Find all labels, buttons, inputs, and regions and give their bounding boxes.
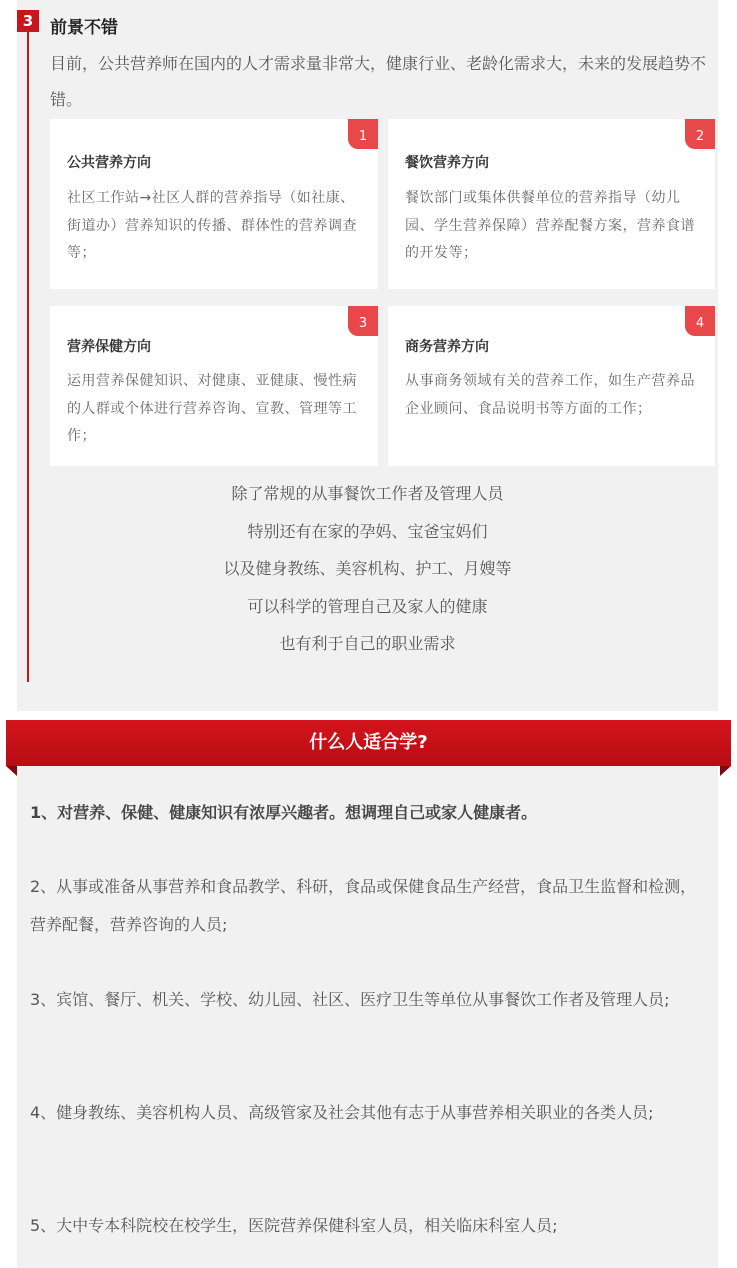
- card-number-badge: 2: [685, 119, 715, 149]
- summary-line: 除了常规的从事餐饮工作者及管理人员: [231, 484, 504, 503]
- summary-line: 特别还有在家的孕妈、宝爸宝妈们: [247, 521, 488, 541]
- audience-item: 2、从事或准备从事营养和食品教学、科研，食品或保健食品生产经营，食品卫生监督和检测，营养配餐，营养咨询的人员;: [30, 877, 697, 934]
- audience-banner: 什么人适合学?: [6, 720, 731, 766]
- section-intro: 目前，公共营养师在国内的人才需求量非常大，健康行业、老龄化需求大，未来的发展趋势不错。: [50, 54, 707, 109]
- audience-item: 3、宾馆、餐厅、机关、学校、幼儿园、社区、医疗卫生等单位从事餐饮工作者及管理人员;: [30, 990, 670, 1009]
- card-number-badge: 1: [348, 119, 378, 149]
- direction-card-3: [50, 306, 378, 466]
- audience-item: 1、对营养、保健、健康知识有浓厚兴趣者。想调理自己或家人健康者。: [30, 803, 538, 822]
- summary-line: 可以科学的管理自己及家人的健康: [247, 596, 488, 616]
- direction-card-2: [388, 119, 715, 289]
- card-description: 从事商务领域有关的营养工作，如生产营养品企业顾问、食品说明书等方面的工作；: [405, 373, 695, 417]
- card-title: 公共营养方向: [67, 155, 151, 171]
- audience-item: 4、健身教练、美容机构人员、高级管家及社会其他有志于从事营养相关职业的各类人员;: [30, 1103, 654, 1122]
- banner-fold-left: [6, 766, 17, 776]
- summary-line: 以及健身教练、美容机构、护工、月嫂等: [223, 559, 512, 578]
- card-description: 运用营养保健知识、对健康、亚健康、慢性病的人群或个体进行营养咨询、宣教、管理等工作；: [67, 373, 357, 444]
- card-title: 商务营养方向: [405, 339, 489, 355]
- banner-fold-right: [720, 766, 731, 776]
- section-number-badge: 3: [17, 10, 39, 32]
- card-title: 餐饮营养方向: [405, 155, 489, 171]
- direction-card-1: [50, 119, 378, 289]
- section-title: 前景不错: [50, 18, 118, 38]
- card-description: 餐饮部门或集体供餐单位的营养指导（幼儿园、学生营养保障）营养配餐方案，营养食谱的开发等；: [405, 190, 695, 261]
- card-number-badge: 4: [685, 306, 715, 336]
- card-description: 社区工作站→社区人群的营养指导（如社康、街道办）营养知识的传播、群体性的营养调查等；: [67, 190, 357, 261]
- card-number-badge: 3: [348, 306, 378, 336]
- direction-card-4: [388, 306, 715, 466]
- summary-lines: [17, 480, 718, 668]
- summary-line: 也有利于自己的职业需求: [279, 634, 456, 653]
- audience-item: 5、大中专本科院校在校学生，医院营养保健科室人员，相关临床科室人员;: [30, 1216, 558, 1235]
- card-title: 营养保健方向: [67, 339, 151, 355]
